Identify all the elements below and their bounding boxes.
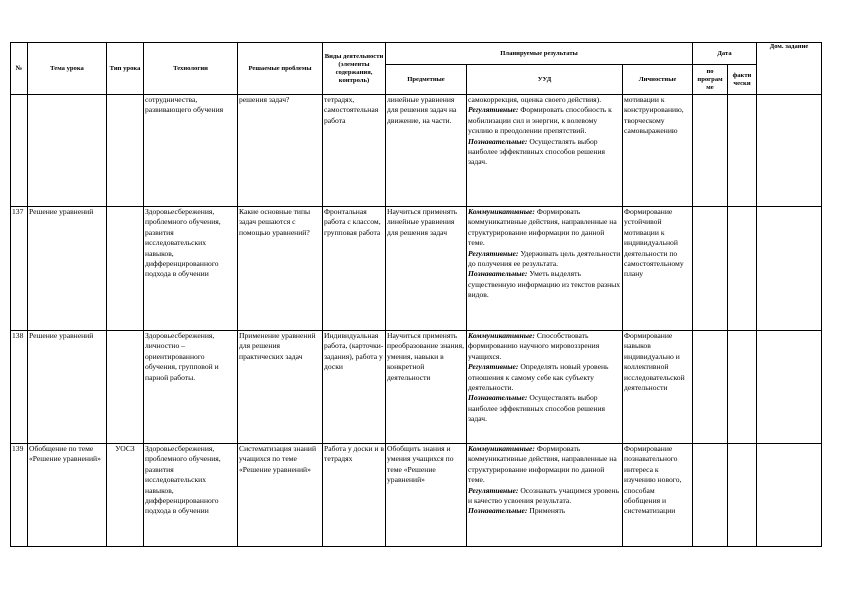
cell-problems: Применение уравнений для решения практических задач	[238, 331, 323, 444]
uud-label: Коммуникативные:	[468, 207, 535, 216]
cell-homework	[757, 444, 822, 547]
uud-text: Формировать коммуникативные действия, направленные на структурирование информации по данной теме.	[468, 207, 617, 248]
cell-subject: Обобщить знания и умения учащихся по теме «Решение уравнений»	[386, 444, 467, 547]
uud-text: Применять	[527, 506, 566, 516]
header-topic: Тема урока	[28, 43, 107, 95]
cell-personal: мотивации к конструированию, творческому самовыражению	[623, 95, 693, 207]
header-by-program: по програм ме	[693, 65, 728, 95]
header-date: Дата	[693, 43, 757, 65]
cell-tech: Здоровьесбережения, личностно – ориентированного обучения, групповой и парной работы.	[144, 331, 238, 444]
cell-subject: Научиться применять преобразование знания, умения, навыки в конкретной деятельности	[386, 331, 467, 444]
uud-label: Коммуникативные:	[468, 444, 535, 453]
uud-text: Осознавать учащимся уровень и качество усвоения результата.	[468, 485, 620, 506]
cell-tech: Здоровьесбережения, проблемного обучения, развития исследовательских навыков, дифференцированного подхода в обучении	[144, 444, 238, 547]
header-personal: Личностные	[623, 65, 693, 95]
header-problems: Решаемые проблемы	[238, 43, 323, 95]
uud-text: Уметь выделять существенную информацию из текстов разных видов.	[468, 269, 621, 300]
cell-problems: решения задач?	[238, 95, 323, 207]
cell-problems: Систематизация знаний учащихся по теме «Решение уравнений»	[238, 444, 323, 547]
cell-subject: Научиться применять линейные уравнения для решения задач	[386, 207, 467, 331]
cell-type	[107, 95, 144, 207]
uud-label: Регулятивные:	[468, 485, 519, 495]
uud-text: самокоррекция, оценка своего действия).	[468, 95, 602, 104]
cell-personal: Формирование навыков индивидуально и коллективной исследовательской деятельности	[623, 331, 693, 444]
cell-type	[107, 331, 144, 444]
cell-date-program	[693, 207, 728, 331]
uud-text: Формировать коммуникативные действия, направленные на структурирование информации по данной теме.	[468, 444, 617, 485]
table-row	[11, 207, 822, 331]
cell-problems: Какие основные типы задач решаются с помощью уравнений?	[238, 207, 323, 331]
cell-homework	[757, 331, 822, 444]
cell-personal: Формирование познавательного интереса к изучению нового, способам обобщения и систематизации	[623, 444, 693, 547]
header-subject: Предметные	[386, 65, 467, 95]
cell-num: 138	[11, 331, 28, 444]
uud-label: Регулятивные:	[468, 362, 519, 372]
cell-date-actual	[728, 95, 757, 207]
cell-homework	[757, 207, 822, 331]
uud-text: Определять новый уровень отношения к самому себе как субъекту деятельности.	[468, 362, 609, 393]
cell-num: 137	[11, 207, 28, 331]
uud-label: Регулятивные:	[468, 248, 519, 258]
cell-activities: Индивидуальная работа, (карточки-задания), работа у доски	[323, 331, 386, 444]
table-row	[11, 444, 822, 547]
uud-text: Удерживать цель деятельности до получения ее результата.	[468, 248, 621, 269]
cell-date-program	[693, 95, 728, 207]
uud-text: Осуществлять выбор наиболее эффективных способов решения задач.	[468, 136, 606, 167]
cell-tech: сотрудничества, развивающего обучения	[144, 95, 238, 207]
cell-personal: Формирование устойчивой мотивации к индивидуальной деятельности по самостоятельному плану	[623, 207, 693, 331]
uud-text: Способствовать формированию научного мировоззрения учащихся.	[468, 331, 600, 361]
cell-activities: Работа у доски и в тетрадях	[323, 444, 386, 547]
cell-homework	[757, 95, 822, 207]
cell-type: УОСЗ	[107, 444, 144, 547]
uud-label: Познавательные:	[468, 136, 528, 146]
cell-num	[11, 95, 28, 207]
cell-date-program	[693, 444, 728, 547]
cell-tech: Здоровьесбережения, проблемного обучения, развития исследовательских навыков, дифференцированного подхода в обучении	[144, 207, 238, 331]
header-tech: Технологии	[144, 43, 238, 95]
lesson-plan-table	[10, 42, 822, 547]
cell-date-actual	[728, 207, 757, 331]
cell-uud	[467, 95, 623, 207]
uud-label: Регулятивные:	[468, 105, 519, 115]
uud-text: Осуществлять выбор наиболее эффективных способов решения задач.	[468, 393, 606, 424]
cell-date-program	[693, 331, 728, 444]
cell-uud	[467, 331, 623, 444]
header-uud: УУД	[467, 65, 623, 95]
cell-topic: Решение уравнений	[28, 207, 107, 331]
uud-label: Познавательные:	[468, 269, 528, 279]
cell-uud	[467, 444, 623, 547]
header-actual: факти чески	[728, 65, 757, 95]
cell-topic: Обобщение по теме «Решение уравнений»	[28, 444, 107, 547]
uud-label: Познавательные:	[468, 506, 528, 516]
uud-text: Формировать способность к мобилизации сил и энергии, к волевому усилию в преодолении препятствий.	[468, 105, 612, 136]
cell-topic: Решение уравнений	[28, 331, 107, 444]
header-homework: Дом. задание	[757, 43, 822, 95]
cell-subject: линейные уравнения для решения задач на движение, на части.	[386, 95, 467, 207]
cell-date-actual	[728, 444, 757, 547]
cell-num: 139	[11, 444, 28, 547]
cell-uud	[467, 207, 623, 331]
header-activities: Виды деятельности (элементы содержания, контроль)	[323, 43, 386, 95]
header-num: №	[11, 43, 28, 95]
table-row	[11, 331, 822, 444]
cell-activities: тетрадях, самостоятельная работа	[323, 95, 386, 207]
header-type: Тип урока	[107, 43, 144, 95]
header-planned: Планируемые результаты	[386, 43, 693, 65]
uud-label: Познавательные:	[468, 393, 528, 403]
cell-type	[107, 207, 144, 331]
table-row	[11, 95, 822, 207]
cell-topic	[28, 95, 107, 207]
uud-label: Коммуникативные:	[468, 331, 535, 340]
cell-activities: Фронтальная работа с классом, групповая работа	[323, 207, 386, 331]
cell-date-actual	[728, 331, 757, 444]
